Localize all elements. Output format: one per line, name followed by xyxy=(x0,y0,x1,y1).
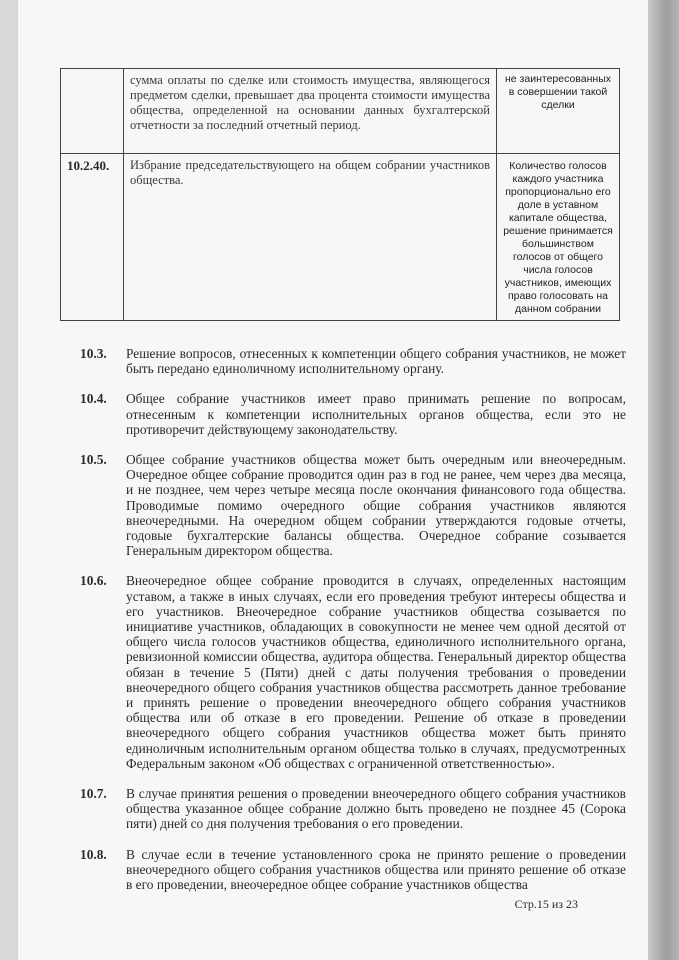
page-binding-edge xyxy=(648,0,679,960)
clause-text: Общее собрание участников общества может быть очередным или внеочередным. Очередное общее собрание проводится один раз в год не ранее, чем через два месяца, и не позднее, чем через четыре месяца после окончания финансового года общества. Проводимые помимо очередного общие собрания участников являются внеочередными. На очередном общем собрании утверждаются годовые отчеты, годовые бухгалтерские балансы общества. Очередное собрание созывается Генеральным директором общества. xyxy=(126,452,626,559)
clause-text: Внеочередное общее собрание проводится в случаях, определенных настоящим уставом, а также в иных случаях, если его проведения требуют интересы общества и его участников. Внеочередное собрание участников общества созывается по инициативе участников, обладающих в совокупности не менее чем одной десятой от общего числа голосов участников общества, единоличного исполнительного органа, ревизионной комиссии общества, аудитора общества. Генеральный директор общества обязан в течение 5 (Пяти) дней с даты получения требования о проведении внеочередного общего собрания участников общества рассмотреть данное требование и принять решение о проведении внеочередного общего собрания участников общества или об отказе в его проведении. Решение об отказе в проведении внеочередного общего собрания участников общества может быть принято единоличным исполнительным органом общества только в случаях, предусмотренных Федеральным законом «Об обществах с ограниченной ответственностью». xyxy=(126,573,626,771)
clause-number: 10.6. xyxy=(80,573,107,589)
document-page xyxy=(18,0,648,960)
decision-table xyxy=(60,68,620,321)
clause-10-4 xyxy=(80,391,626,437)
row-decision: не заинтересованных в совершении такой сделки xyxy=(497,69,620,154)
clause-number: 10.4. xyxy=(80,391,107,407)
row-number xyxy=(61,69,124,154)
row-text: сумма оплаты по сделке или стоимость имущества, являющегося предметом сделки, превышает два процента стоимости имущества общества, определенной на основании данных бухгалтерской отчетности за последний отчетный период. xyxy=(124,69,497,154)
table-row xyxy=(61,69,620,154)
clause-10-7 xyxy=(80,786,626,832)
clause-number: 10.5. xyxy=(80,452,107,468)
clause-10-6 xyxy=(80,573,626,771)
clause-text: Общее собрание участников имеет право принимать решение по вопросам, отнесенным к компетенции исполнительных органов общества, если это не противоречит действующему законодательству. xyxy=(126,391,626,437)
clause-10-8 xyxy=(80,847,626,893)
clause-text: Решение вопросов, отнесенных к компетенции общего собрания участников, не может быть передано единоличному исполнительному органу. xyxy=(126,346,626,377)
clause-number: 10.7. xyxy=(80,786,107,802)
clause-text: В случае принятия решения о проведении внеочередного общего собрания участников общества указанное общее собрание должно быть проведено не позднее 45 (Сорока пяти) дней со дня получения требования о его проведении. xyxy=(126,786,626,832)
row-text: Избрание председательствующего на общем собрании участников общества. xyxy=(124,154,497,321)
table-row xyxy=(61,154,620,321)
clause-text: В случае если в течение установленного срока не принято решение о проведении внеочередного общего собрания участников общества или принято решение об отказе в его проведении, внеочередное общее собрание участников общества xyxy=(126,846,626,893)
clause-number: 10.3. xyxy=(80,346,107,361)
row-decision: Количество голосов каждого участника пропорционально его доле в уставном капитале общества, решение принимается большинством голосов от общего числа голосов участников, имеющих право голосовать на данном собрании xyxy=(497,154,620,321)
row-number: 10.2.40. xyxy=(61,154,124,321)
page-number: Стр.15 из 23 xyxy=(514,897,578,911)
clauses-list xyxy=(80,346,626,907)
clause-number: 10.8. xyxy=(80,846,107,862)
clause-10-5 xyxy=(80,452,626,558)
clause-10-3 xyxy=(80,346,626,376)
